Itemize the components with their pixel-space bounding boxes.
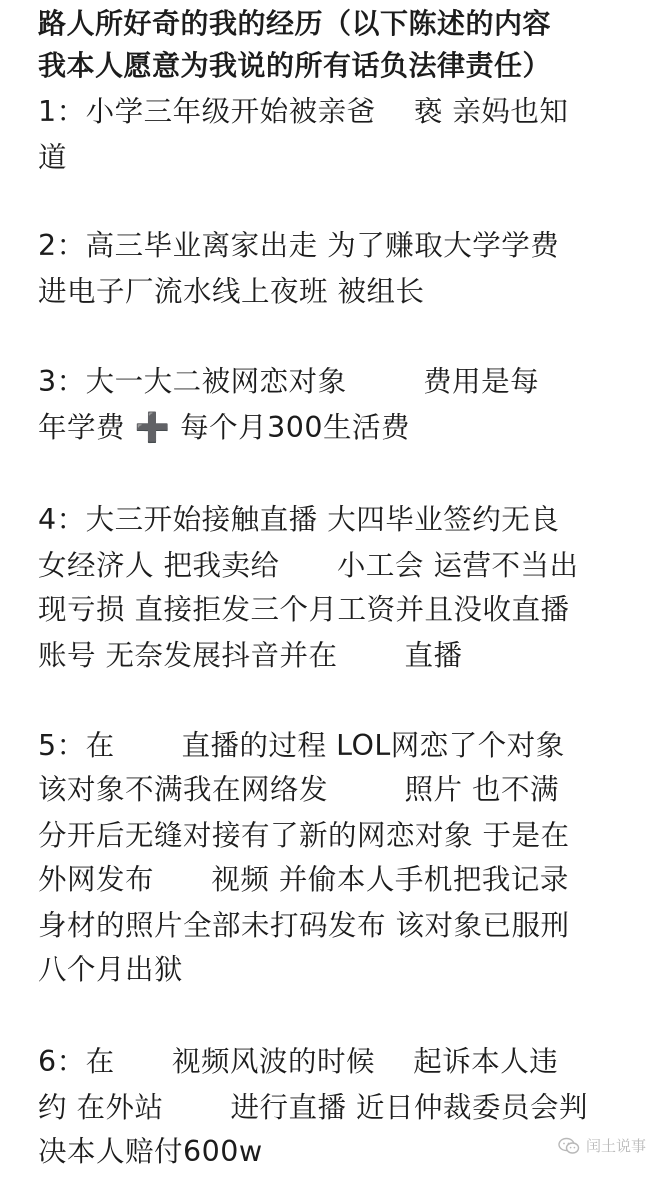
title-line-2: 我本人愿意为我说的所有话负法律责任） [38, 49, 552, 82]
watermark [558, 1135, 646, 1156]
item-5-line-1: 5：在 直播的过程 LOL网恋了个对象 [38, 729, 565, 762]
item-6-line-3: 决本人赔付600w [38, 1135, 263, 1168]
item-2-line-2: 进电子厂流水线上夜班 被组长 [38, 275, 425, 308]
item-3-line-1: 3：大一大二被网恋对象 费用是每 [38, 365, 540, 398]
item-1-line-2: 道 [38, 141, 68, 174]
item-5-line-2: 该对象不满我在网络发 照片 也不满 [38, 773, 560, 806]
item-2-line-1: 2：高三毕业离家出走 为了赚取大学学费 [38, 229, 560, 262]
item-6-line-1: 6：在 视频风波的时候 起诉本人违 [38, 1045, 559, 1078]
item-5-line-3: 分开后无缝对接有了新的网恋对象 于是在 [38, 819, 570, 852]
item-5-line-5: 身材的照片全部未打码发布 该对象已服刑 [38, 909, 570, 942]
item-4-line-2: 女经济人 把我卖给 小工会 运营不当出 [38, 549, 579, 582]
item-3-line-2: 年学费 ➕ 每个月300生活费 [38, 411, 411, 444]
watermark-text: 闰土说事 [585, 1137, 646, 1155]
item-5-line-4: 外网发布 视频 并偷本人手机把我记录 [38, 863, 569, 896]
item-6-line-2: 约 在外站 进行直播 近日仲裁委员会判 [38, 1091, 589, 1124]
item-4-line-4: 账号 无奈发展抖音并在 直播 [38, 639, 463, 672]
item-1-line-1: 1：小学三年级开始被亲爸 亵 亲妈也知 [38, 95, 569, 128]
item-4-line-1: 4：大三开始接触直播 大四毕业签约无良 [38, 503, 560, 536]
title-line-1: 路人所好奇的我的经历（以下陈述的内容 [38, 7, 552, 40]
item-5-line-6: 八个月出狱 [38, 953, 184, 986]
wechat-icon [558, 1137, 580, 1155]
item-4-line-3: 现亏损 直接拒发三个月工资并且没收直播 [38, 593, 570, 626]
